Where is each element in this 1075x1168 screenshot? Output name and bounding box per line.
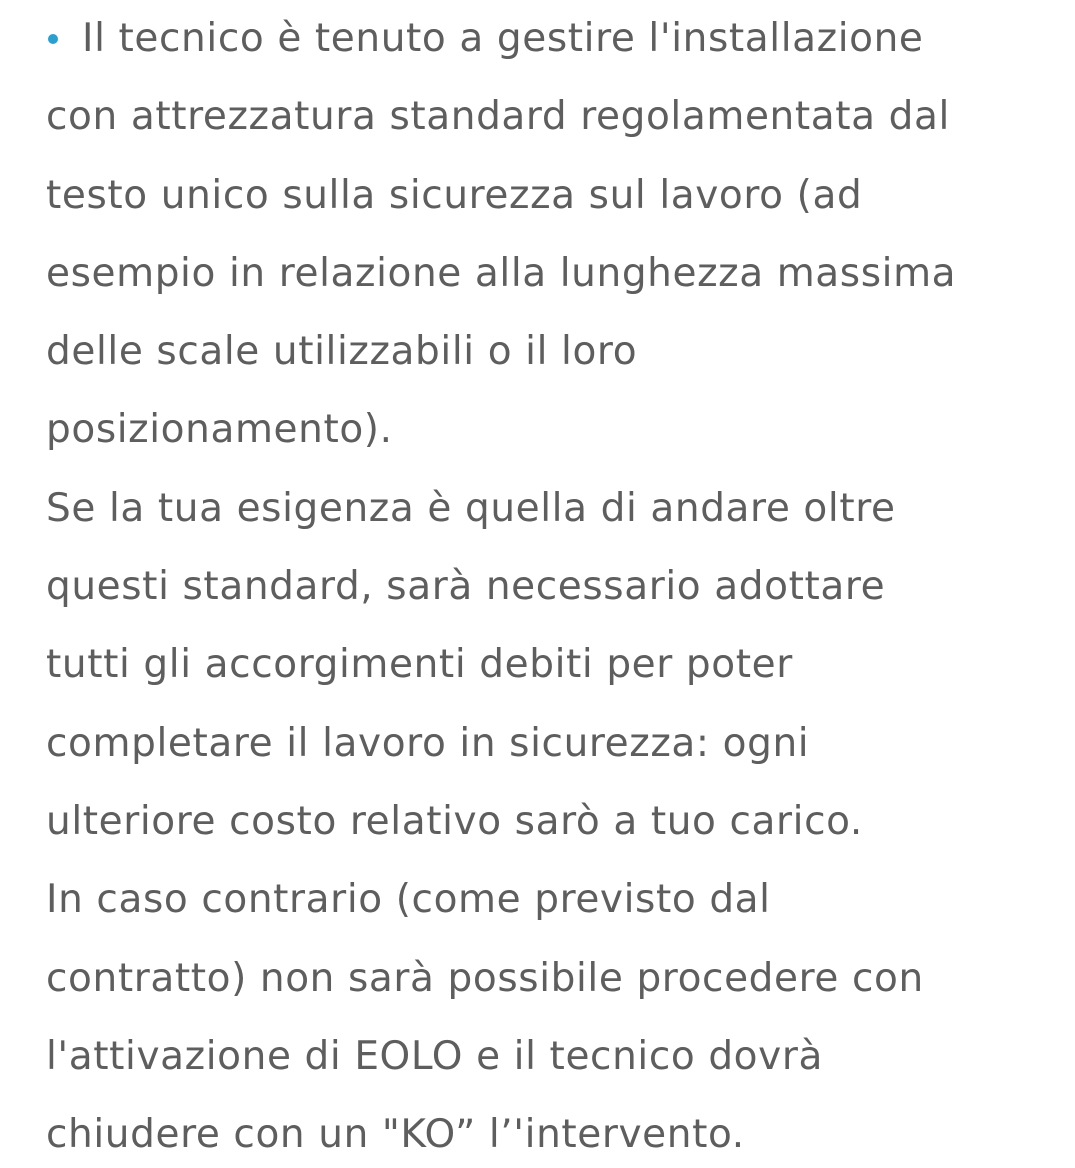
text-line: l'attivazione di EOLO e il tecnico dovrà — [46, 1033, 823, 1079]
text-line: In caso contrario (come previsto dal — [46, 877, 771, 923]
info-text-block — [46, 0, 1056, 1168]
text-line: posizionamento). — [46, 407, 393, 453]
text-line: completare il lavoro in sicurezza: ogni — [46, 720, 810, 766]
text-line: tutti gli accorgimenti debiti per poter — [46, 642, 793, 688]
text-line: esempio in relazione alla lunghezza massima — [46, 250, 957, 296]
text-line: Il tecnico è tenuto a gestire l'installazione — [82, 16, 924, 61]
text-line: ulteriore costo relativo sarò a tuo carico. — [46, 798, 863, 844]
text-line: testo unico sulla sicurezza sul lavoro (ad — [46, 172, 863, 218]
text-line: chiudere con un "KO” l’'intervento. — [46, 1112, 745, 1158]
text-line: delle scale utilizzabili o il loro — [46, 329, 638, 375]
text-line: con attrezzatura standard regolamentata dal — [46, 94, 950, 140]
text-line: questi standard, sarà necessario adottare — [46, 564, 886, 610]
text-line: contratto) non sarà possibile procedere con — [46, 955, 924, 1001]
text-line: Se la tua esigenza è quella di andare oltre — [46, 485, 896, 531]
